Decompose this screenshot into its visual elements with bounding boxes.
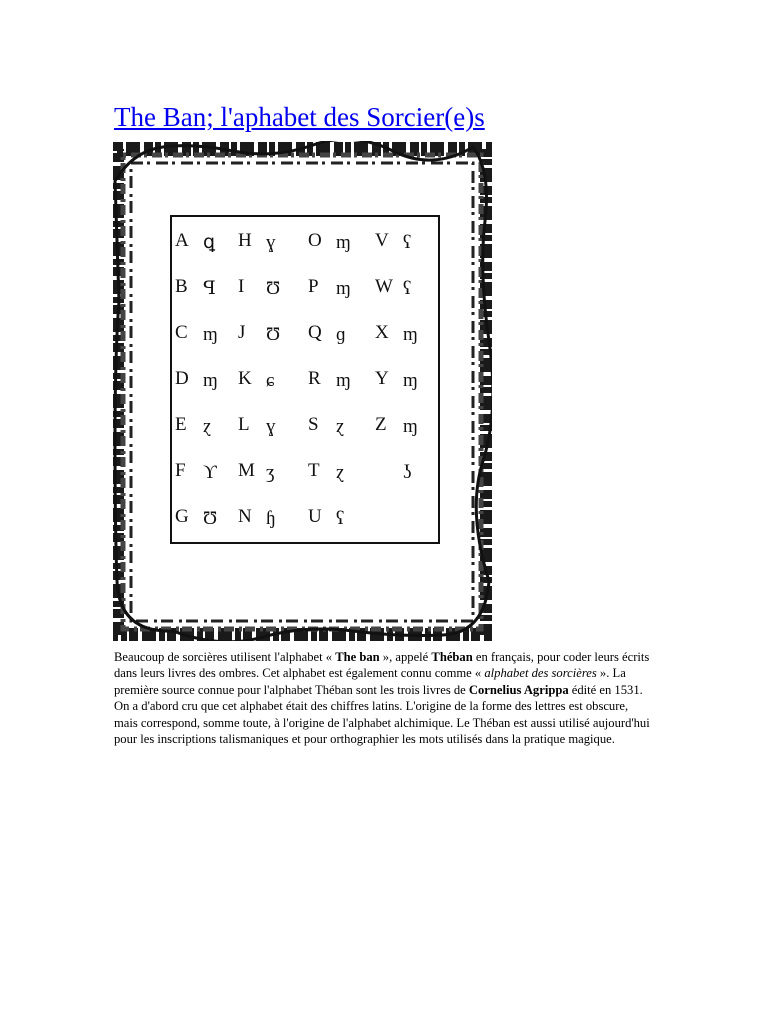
theban-alphabet-image: [113, 141, 492, 641]
paragraph-italic-alphabet: alphabet des sorcières: [484, 666, 597, 681]
theban-symbol-c: ɱ: [203, 324, 218, 345]
latin-letter-r: R: [308, 368, 321, 389]
theban-symbol-end: ʖ: [403, 462, 412, 483]
theban-symbol-p: ɱ: [336, 278, 351, 299]
theban-symbol-m: ʒ: [266, 462, 275, 483]
latin-letter-c: C: [175, 322, 188, 343]
latin-letter-s: S: [308, 414, 319, 435]
theban-symbol-g: Ʊ: [203, 508, 218, 529]
theban-symbol-o: ɱ: [336, 232, 351, 253]
page-title[interactable]: The Ban; l'aphabet des Sorcier(e)s: [114, 102, 485, 132]
theban-symbol-q: ɡ: [336, 324, 346, 345]
latin-letter-e: E: [175, 414, 187, 435]
theban-symbol-a: ꝗ: [203, 232, 216, 253]
latin-letter-j: J: [238, 322, 246, 343]
paragraph-text-1: Beaucoup de sorcières utilisent l'alphabet «: [114, 650, 336, 664]
theban-symbol-f: ϒ: [203, 462, 217, 483]
theban-symbol-u: ʕ: [336, 508, 345, 529]
theban-symbol-s: ɀ: [336, 416, 345, 437]
theban-symbol-k: ɕ: [266, 370, 275, 391]
paragraph-text-4: ». La première source connue pour l'alphabet Théban sont les trois livres de: [114, 666, 626, 697]
theban-symbol-d: ɱ: [203, 370, 218, 391]
theban-symbol-y: ɱ: [403, 370, 418, 391]
latin-letter-u: U: [308, 506, 322, 527]
latin-letter-y: Y: [375, 368, 389, 389]
theban-alphabet-chart: [113, 141, 492, 641]
theban-symbol-j: Ʊ: [266, 324, 281, 345]
paragraph-bold-the-ban: The ban: [335, 650, 380, 664]
theban-symbol-r: ɱ: [336, 370, 351, 391]
latin-letter-k: K: [238, 368, 252, 389]
latin-letter-m: M: [238, 460, 255, 481]
theban-symbol-l: ɣ: [266, 416, 276, 437]
latin-letter-f: F: [175, 460, 186, 481]
paragraph-text-5: édité en 1531. On a d'abord cru que cet alphabet était des chiffres latins. L'origine de la forme des lettres est obscure, mais correspond, somme toute, à l'origine de l'alphabet alchimique. Le Théban est aussi utilisé aujourd'hui pour les inscriptions talismaniques et pour orthographier les mots utilisés dans la pratique magique.: [114, 682, 650, 747]
theban-symbol-t: ɀ: [336, 462, 345, 483]
latin-letter-i: I: [238, 276, 245, 297]
theban-symbol-b: ꟼ: [203, 278, 216, 299]
theban-symbol-n: ɧ: [266, 508, 276, 529]
latin-letter-g: G: [175, 506, 189, 527]
theban-symbol-e: ɀ: [203, 416, 212, 437]
description-paragraph: [114, 649, 654, 747]
latin-letter-v: V: [375, 230, 389, 251]
theban-symbol-v: ʕ: [403, 232, 412, 253]
paragraph-text-3: en français, pour coder leurs écrits dans leurs livres des ombres. Cet alphabet est également connu comme «: [114, 650, 650, 681]
latin-letter-h: H: [238, 230, 252, 251]
latin-letter-a: A: [175, 230, 189, 251]
latin-letter-n: N: [238, 506, 252, 527]
theban-symbol-w: ʕ: [403, 278, 412, 299]
theban-symbol-i: Ʊ: [266, 278, 281, 299]
latin-letter-z: Z: [375, 414, 387, 435]
paragraph-bold-theban: Théban: [431, 650, 473, 664]
paragraph-bold-agrippa: Cornelius Agrippa: [468, 682, 569, 697]
latin-letter-x: X: [375, 322, 389, 343]
latin-letter-w: W: [375, 276, 393, 297]
paragraph-text-2: », appelé: [379, 650, 432, 664]
latin-letter-o: O: [308, 230, 322, 251]
theban-symbol-h: ɣ: [266, 232, 276, 253]
latin-letter-t: T: [308, 460, 320, 481]
latin-letter-p: P: [308, 276, 319, 297]
latin-letter-b: B: [175, 276, 188, 297]
latin-letter-l: L: [238, 414, 250, 435]
latin-letter-q: Q: [308, 322, 322, 343]
theban-symbol-x: ɱ: [403, 324, 418, 345]
theban-symbol-z: ɱ: [403, 416, 418, 437]
latin-letter-d: D: [175, 368, 189, 389]
